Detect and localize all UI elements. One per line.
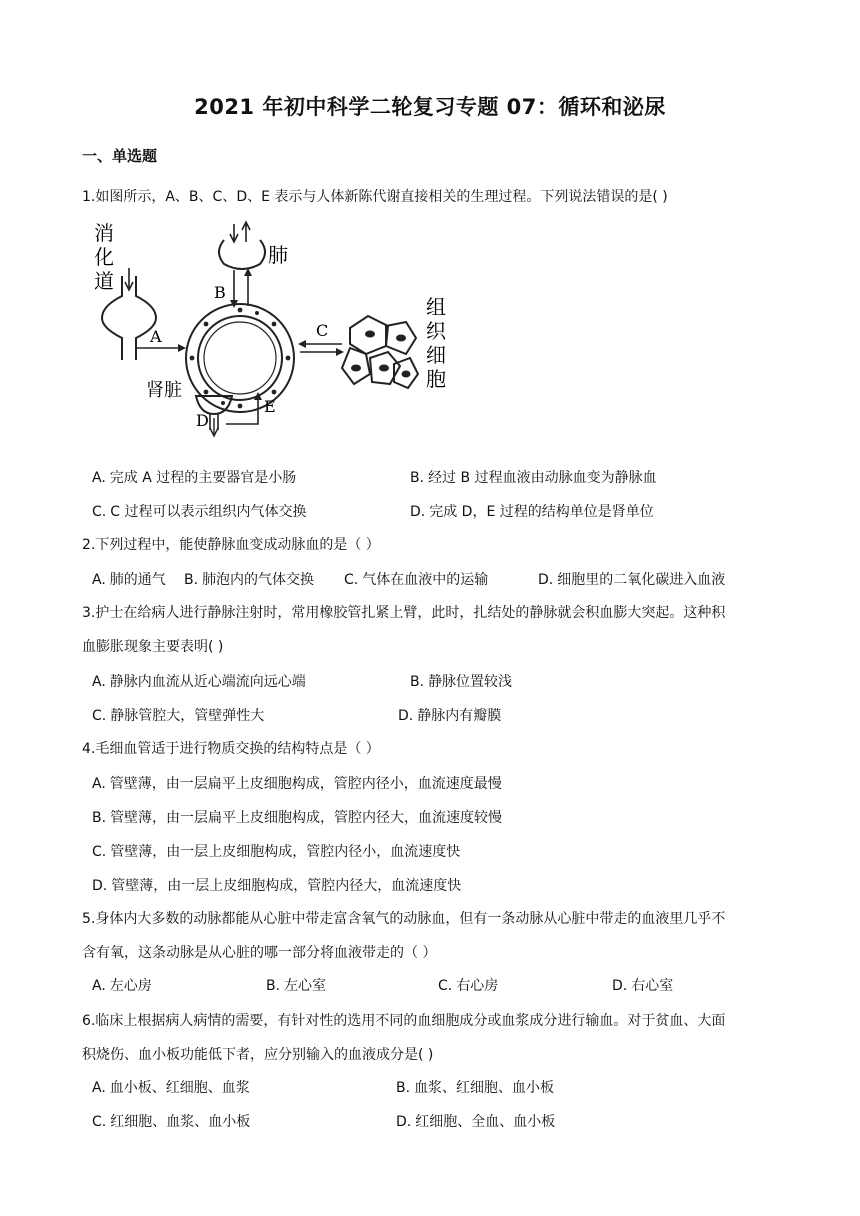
q5-option-b[interactable]: [266, 976, 326, 996]
question-6-stem-line1: 6.临床上根据病人病情的需要，有针对性的选用不同的血细胞成分或血浆成分进行输血。对于贫血、大面: [82, 1013, 726, 1029]
q2-option-b-label: B.: [184, 572, 199, 588]
blood-cells: [190, 308, 291, 409]
arrow-label-d: D: [196, 411, 209, 430]
label-lung: 肺: [268, 243, 288, 267]
q1-option-a[interactable]: [92, 468, 296, 488]
q3-option-b-label: B.: [410, 674, 425, 690]
q3-option-b[interactable]: [410, 672, 512, 692]
section-heading: 一、单选题: [82, 147, 158, 165]
q2-option-d-label: D.: [538, 572, 554, 588]
q1-option-c[interactable]: [92, 502, 306, 522]
q2-option-c-text: 气体在血液中的运输: [362, 572, 489, 588]
q4-option-b[interactable]: [92, 808, 502, 828]
q3-option-c[interactable]: [92, 706, 264, 726]
q2-option-b-text: 肺泡内的气体交换: [202, 572, 315, 588]
q4-option-a[interactable]: [92, 774, 502, 794]
question-1-stem: 1.如图所示，A、B、C、D、E 表示与人体新陈代谢直接相关的生理过程。下列说法错误的是( ): [82, 189, 668, 205]
question-3-stem-line1: 3.护士在给病人进行静脉注射时，常用橡胶管扎紧上臂，此时，扎结处的静脉就会积血膨大突起。这种积: [82, 605, 726, 621]
q4-option-c-text: 管壁薄，由一层上皮细胞构成，管腔内径小，血流速度快: [110, 844, 461, 860]
q5-option-c-text: 右心房: [456, 978, 499, 994]
q1-option-c-label: C.: [92, 504, 107, 520]
question-5-stem-line1: 5.身体内大多数的动脉都能从心脏中带走富含氧气的动脉血，但有一条动脉从心脏中带走的血液里几乎不: [82, 911, 726, 927]
q4-option-c[interactable]: [92, 842, 460, 862]
q2-option-a-text: 肺的通气: [109, 572, 166, 588]
q1-option-b-text: 经过 B 过程血液由动脉血变为静脉血: [428, 470, 657, 486]
q3-option-c-text: 静脉管腔大，管壁弹性大: [110, 708, 265, 724]
question-2-stem: 2.下列过程中，能使静脉血变成动脉血的是（ ）: [82, 537, 380, 553]
q1-option-a-text: 完成 A 过程的主要器官是小肠: [109, 470, 297, 486]
q4-option-d[interactable]: [92, 876, 461, 896]
q1-option-d[interactable]: [410, 502, 654, 522]
metabolism-diagram: [88, 218, 458, 438]
arrow-label-b: B: [214, 283, 226, 302]
q4-option-d-text: 管壁薄，由一层上皮细胞构成，管腔内径大，血流速度快: [111, 878, 462, 894]
label-digestive-3: 道: [94, 269, 114, 293]
q1-option-b-label: B.: [410, 470, 425, 486]
q6-option-a-label: A.: [92, 1080, 106, 1096]
q3-option-a-label: A.: [92, 674, 106, 690]
q2-option-b[interactable]: [184, 570, 314, 590]
q5-option-d-label: D.: [612, 978, 628, 994]
q2-option-c[interactable]: [344, 570, 488, 590]
label-tissue-2: 织: [426, 319, 446, 343]
arrow-label-c: C: [316, 321, 329, 340]
q2-option-d-text: 细胞里的二氧化碳进入血液: [557, 572, 726, 588]
q2-option-c-label: C.: [344, 572, 359, 588]
q3-option-d-text: 静脉内有瓣膜: [417, 708, 502, 724]
label-digestive-2: 化: [94, 245, 114, 269]
q5-option-b-text: 左心室: [284, 978, 327, 994]
label-digestive-1: 消: [94, 221, 114, 245]
label-tissue-4: 胞: [426, 367, 446, 391]
q1-option-d-text: 完成 D，E 过程的结构单位是肾单位: [429, 504, 654, 520]
q5-option-a-text: 左心房: [109, 978, 152, 994]
q5-option-b-label: B.: [266, 978, 281, 994]
question-5-stem-line2: 含有氧，这条动脉是从心脏的哪一部分将血液带走的（ ）: [82, 945, 437, 961]
q6-option-b[interactable]: [396, 1078, 554, 1098]
label-tissue-1: 组: [426, 295, 446, 319]
question-4-stem: 4.毛细血管适于进行物质交换的结构特点是（ ）: [82, 741, 380, 757]
q2-option-a-label: A.: [92, 572, 106, 588]
q5-option-a-label: A.: [92, 978, 106, 994]
q2-option-d[interactable]: [538, 570, 725, 590]
q6-option-d[interactable]: [396, 1112, 555, 1132]
question-3-stem-line2: 血膨胀现象主要表明( ): [82, 639, 224, 655]
q6-option-a[interactable]: [92, 1078, 250, 1098]
q3-option-c-label: C.: [92, 708, 107, 724]
q4-option-a-text: 管壁薄，由一层扁平上皮细胞构成，管腔内径小，血流速度最慢: [109, 776, 502, 792]
q1-option-b[interactable]: [410, 468, 657, 488]
q1-option-a-label: A.: [92, 470, 106, 486]
q4-option-d-label: D.: [92, 878, 108, 894]
q1-option-d-label: D.: [410, 504, 426, 520]
label-kidney: 肾脏: [146, 380, 182, 401]
q6-option-d-label: D.: [396, 1114, 412, 1130]
q6-option-b-label: B.: [396, 1080, 411, 1096]
q6-option-c[interactable]: [92, 1112, 250, 1132]
page-title: 2021 年初中科学二轮复习专题 07：循环和泌尿: [194, 95, 666, 119]
q4-option-b-text: 管壁薄，由一层扁平上皮细胞构成，管腔内径大，血流速度较慢: [110, 810, 503, 826]
q5-option-c-label: C.: [438, 978, 453, 994]
q3-option-d[interactable]: [398, 706, 501, 726]
q3-option-b-text: 静脉位置较浅: [428, 674, 513, 690]
q4-option-b-label: B.: [92, 810, 107, 826]
q1-option-c-text: C 过程可以表示组织内气体交换: [110, 504, 307, 520]
lung-shape: [219, 240, 265, 269]
q6-option-c-text: 红细胞、血浆、血小板: [110, 1114, 251, 1130]
q4-option-a-label: A.: [92, 776, 106, 792]
vessel-inner-ring: [198, 316, 282, 400]
arrow-label-a: A: [150, 327, 162, 346]
q6-option-b-text: 血浆、红细胞、血小板: [414, 1080, 555, 1096]
q5-option-c[interactable]: [438, 976, 498, 996]
q5-option-d-text: 右心室: [631, 978, 674, 994]
q6-option-c-label: C.: [92, 1114, 107, 1130]
q3-option-a-text: 静脉内血流从近心端流向远心端: [109, 674, 306, 690]
q3-option-a[interactable]: [92, 672, 306, 692]
q6-option-d-text: 红细胞、全血、血小板: [415, 1114, 556, 1130]
q2-option-a[interactable]: [92, 570, 166, 590]
q5-option-d[interactable]: [612, 976, 673, 996]
q3-option-d-label: D.: [398, 708, 414, 724]
q5-option-a[interactable]: [92, 976, 152, 996]
question-6-stem-line2: 积烧伤、血小板功能低下者，应分别输入的血液成分是( ): [82, 1047, 434, 1063]
q6-option-a-text: 血小板、红细胞、血浆: [109, 1080, 250, 1096]
arrow-label-e: E: [264, 397, 276, 416]
q4-option-c-label: C.: [92, 844, 107, 860]
label-tissue-3: 细: [426, 343, 446, 367]
